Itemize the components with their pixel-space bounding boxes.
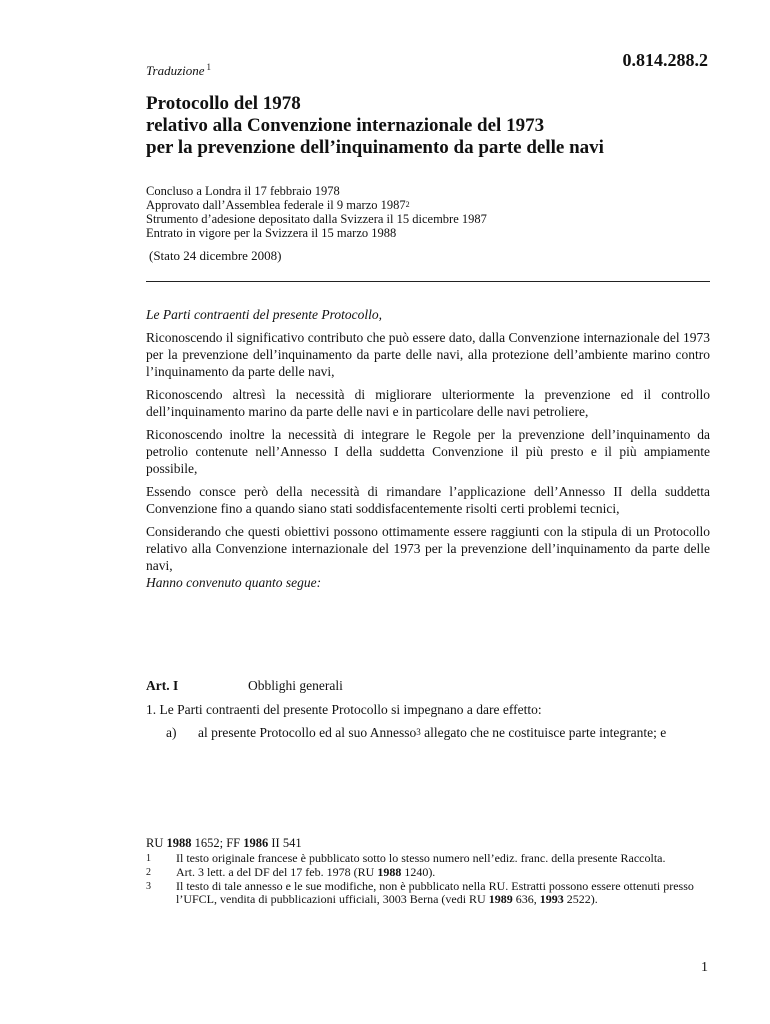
footnotes xyxy=(146,852,710,907)
item-text-part: al presente Protocollo ed al suo Annesso xyxy=(198,725,417,740)
translation-label xyxy=(146,63,211,79)
preamble-paragraph: Riconoscendo altresì la necessità di migliorare ulteriormente la prevenzione ed il controllo dell’inquinamento marino da parte delle navi e in particolare delle navi petroliere, xyxy=(146,387,710,419)
preamble-paragraph: Essendo consce però della necessità di rimandare l’applicazione dell’Annesso II della suddetta Convenzione fino a quando siano stati soddisfacentemente risolti certi problemi tecnici, xyxy=(146,484,710,516)
article-title: Obblighi generali xyxy=(248,678,343,693)
preamble-paragraph: Riconoscendo il significativo contributo che può essere dato, dalla Convenzione internazionale del 1973 per la prevenzione dell’inquinamento da parte delle navi, alla protezione dell’ambiente marino contro l’inquinamento da parte delle navi, xyxy=(146,330,710,379)
footnote-text: Il testo originale francese è pubblicato sotto lo stesso numero nell’ediz. franc. della presente Raccolta. xyxy=(176,851,666,865)
preamble-paragraph: Riconoscendo inoltre la necessità di integrare le Regole per la prevenzione dell’inquinamento da petrolio contenute nell’Annesso I della suddetta Convenzione il più presto e il più ampiamente possibile, xyxy=(146,427,710,476)
title-line-1: Protocollo del 1978 xyxy=(146,93,301,114)
article-heading xyxy=(146,678,710,694)
instrument-line: Strumento d’adesione depositato dalla Svizzera il 15 dicembre 1987 xyxy=(146,212,487,226)
approved-text: Approvato dall’Assemblea federale il 9 marzo 1987 xyxy=(146,198,406,212)
footnote-text: 2522). xyxy=(563,892,598,906)
footnote-ref-1[interactable]: 1 xyxy=(206,62,212,72)
footnote-3 xyxy=(146,880,710,906)
footnote-ref-3[interactable]: 3 xyxy=(416,727,421,737)
footnote-2 xyxy=(146,866,710,879)
approved-line xyxy=(146,198,487,212)
item-label: a) xyxy=(166,725,177,740)
preamble-intro: Le Parti contraenti del presente Protocollo, xyxy=(146,307,382,322)
agreed-statement: Hanno convenuto quanto segue: xyxy=(146,575,322,590)
footnote-bold: 1988 xyxy=(377,865,402,879)
footnote-number: 1 xyxy=(146,853,151,864)
footnote-number: 2 xyxy=(146,867,151,878)
footnote-text: Art. 3 lett. a del DF del 17 feb. 1978 (RU xyxy=(176,865,378,879)
footnote-text: 636, xyxy=(512,892,540,906)
page-number: 1 xyxy=(701,960,708,975)
footnote-bold: 1989 xyxy=(488,892,513,906)
article-item-a xyxy=(166,724,710,741)
document-title xyxy=(146,93,604,159)
item-text-part: allegato che ne costituisce parte integrante; e xyxy=(420,725,667,740)
footnote-text: 1240). xyxy=(401,865,436,879)
preamble-paragraph: Considerando che questi obiettivi possono ottimamente essere raggiunti con la stipula di un Protocollo relativo alla Convenzione internazionale del 1973 per la prevenzione dell’inquinamento da parte delle navi, xyxy=(146,524,710,573)
footnote-1 xyxy=(146,852,710,865)
preamble xyxy=(146,306,710,597)
article-paragraph-1: 1. Le Parti contraenti del presente Protocollo si impegnano a dare effetto: xyxy=(146,702,542,717)
footnote-ref-2[interactable]: 2 xyxy=(405,200,410,209)
title-line-3: per la prevenzione dell’inquinamento da parte delle navi xyxy=(146,137,604,158)
status-date: (Stato 24 dicembre 2008) xyxy=(149,248,282,263)
systematic-number: 0.814.288.2 xyxy=(622,50,708,70)
ref-text: 1652; FF xyxy=(191,836,244,850)
header-divider xyxy=(146,281,710,282)
ref-text: II 541 xyxy=(268,836,302,850)
article-number: Art. I xyxy=(146,678,179,693)
document-metadata xyxy=(146,184,487,240)
item-text xyxy=(198,724,710,741)
footnote-text: Il testo di tale annesso e le sue modifiche, non è pubblicato nella RU. Estratti possono essere ottenuti presso l’UFCL, vendita di pubblicazioni ufficiali, 3003 Berna (vedi RU xyxy=(176,879,694,906)
ref-text: RU xyxy=(146,836,167,850)
footnote-number: 3 xyxy=(146,881,151,892)
title-line-2: relativo alla Convenzione internazionale del 1973 xyxy=(146,115,545,136)
ref-year: 1988 xyxy=(166,836,192,850)
translation-text: Traduzione xyxy=(146,63,205,78)
footnote-bold: 1993 xyxy=(539,892,564,906)
ref-year: 1986 xyxy=(243,836,269,850)
official-reference xyxy=(146,836,302,851)
in-force-line: Entrato in vigore per la Svizzera il 15 marzo 1988 xyxy=(146,226,397,240)
concluded-line: Concluso a Londra il 17 febbraio 1978 xyxy=(146,184,340,198)
